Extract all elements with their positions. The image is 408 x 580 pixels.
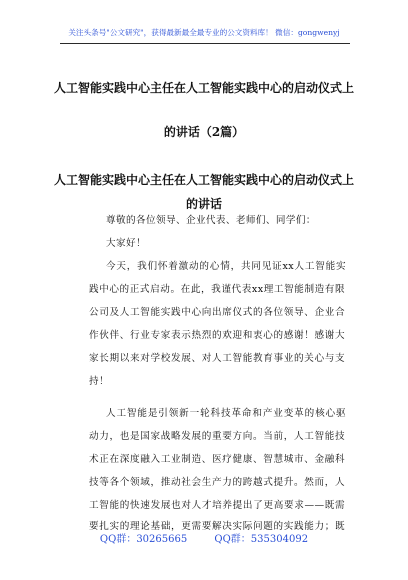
- body-line-9: 术正在深度融入工业制造、医疗健康、智慧城市、金融科: [89, 454, 345, 465]
- footer-qq-group-2: QQ群：535304092: [214, 534, 309, 545]
- body-line-3: 公司及人工智能实践中心向出席仪式的各位领导、企业合: [89, 307, 345, 318]
- greeting-line: 大家好！: [106, 238, 146, 249]
- footer-contact: [0, 530, 408, 545]
- body-line-5: 家长期以来对学校发展、对人工智能教育事业的关心与支: [89, 353, 345, 364]
- body-line-6: 持！: [89, 376, 109, 387]
- body-line-1: 今天，我们怀着激动的心情，共同见证xx人工智能实: [106, 261, 346, 272]
- speech-heading-line-1: 人工智能实践中心主任在人工智能实践中心的启动仪式上: [53, 173, 354, 187]
- document-title-line-1: 人工智能实践中心主任在人工智能实践中心的启动仪式上: [53, 81, 354, 95]
- footer-qq-group-1: QQ群：30265665: [99, 534, 188, 545]
- header-divider: [60, 43, 350, 44]
- body-line-10: 技等各个领域，推动社会生产力的跨越式提升。然而，人: [89, 477, 345, 488]
- body-line-11: 工智能的快速发展也对人才培养提出了更高要求——既需: [89, 500, 345, 511]
- body-line-7: 人工智能是引领新一轮科技革命和产业变革的核心驱: [106, 408, 346, 419]
- body-line-2: 践中心的正式启动。在此，我谨代表xx理工智能制造有限: [89, 284, 345, 295]
- speech-heading-line-2: 的讲话: [185, 197, 222, 211]
- body-line-12: 要扎实的理论基础，更需要解决实际问题的实践能力；既: [89, 521, 345, 532]
- header-promo-note: 关注头条号"公文研究"，获得最新最全最专业的公文资料库！ 微信：gongwenyj: [68, 28, 340, 37]
- document-title-line-2: 的讲话（2篇）: [163, 125, 245, 139]
- salutation-line: 尊敬的各位领导、企业代表、老师们、同学们：: [106, 215, 316, 226]
- body-line-8: 动力，也是国家战略发展的重要方向。当前，人工智能技: [89, 431, 345, 442]
- body-line-4: 作伙伴、行业专家表示热烈的欢迎和衷心的感谢！感谢大: [89, 330, 345, 341]
